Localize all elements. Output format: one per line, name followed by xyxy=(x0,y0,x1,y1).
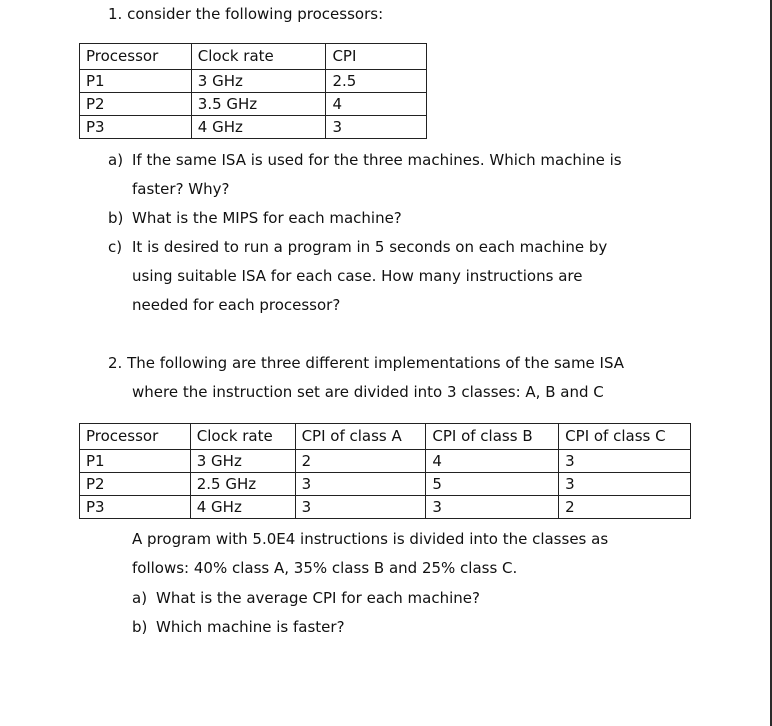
q1-item-c-line-1: It is desired to run a program in 5 seconds on each machine by xyxy=(132,238,608,256)
table-row xyxy=(80,70,427,93)
table-cell: 3 GHz xyxy=(191,70,326,93)
table-cell: 2 xyxy=(559,496,691,519)
q1-item-a-line-2: faster? Why? xyxy=(132,180,230,198)
q2-header-cpi-class-c: CPI of class C xyxy=(559,424,691,450)
table-cell: 3 xyxy=(326,116,427,139)
q2-implementation-table xyxy=(79,423,691,519)
table-cell: 3 xyxy=(559,450,691,473)
q1-item-b-line-1: What is the MIPS for each machine? xyxy=(132,209,402,227)
table-cell: 3 xyxy=(295,473,426,496)
table-row xyxy=(80,116,427,139)
q1-item-b-label: b) xyxy=(108,209,124,227)
q2-header-cpi-class-a: CPI of class A xyxy=(295,424,426,450)
q2-item-b-text: Which machine is faster? xyxy=(156,618,345,636)
q1-item-a-line-1: If the same ISA is used for the three machines. Which machine is xyxy=(132,151,622,169)
q2-table-header-row xyxy=(80,424,691,450)
table-cell: 2.5 xyxy=(326,70,427,93)
q2-header-cpi-class-b: CPI of class B xyxy=(426,424,559,450)
table-cell: 4 GHz xyxy=(191,116,326,139)
table-cell: 3 xyxy=(295,496,426,519)
q1-processor-table xyxy=(79,43,427,139)
q1-header-cpi: CPI xyxy=(326,44,427,70)
table-cell: 2 xyxy=(295,450,426,473)
table-cell: P1 xyxy=(80,70,192,93)
q1-heading: 1. consider the following processors: xyxy=(108,5,384,23)
table-cell: 3.5 GHz xyxy=(191,93,326,116)
q2-heading-line-2: where the instruction set are divided into 3 classes: A, B and C xyxy=(132,383,604,401)
q2-item-b-label: b) xyxy=(132,618,148,636)
q1-item-c-line-2: using suitable ISA for each case. How many instructions are xyxy=(132,267,583,285)
q1-item-c-label: c) xyxy=(108,238,123,256)
q2-text-line-1: A program with 5.0E4 instructions is divided into the classes as xyxy=(132,530,609,548)
table-row xyxy=(80,93,427,116)
table-cell: P3 xyxy=(80,116,192,139)
table-cell: 4 GHz xyxy=(190,496,295,519)
table-row xyxy=(80,496,691,519)
table-cell: 4 xyxy=(326,93,427,116)
table-row xyxy=(80,450,691,473)
q2-item-a-label: a) xyxy=(132,589,148,607)
table-cell: 5 xyxy=(426,473,559,496)
q2-text-line-2: follows: 40% class A, 35% class B and 25% class C. xyxy=(132,559,518,577)
table-cell: 2.5 GHz xyxy=(190,473,295,496)
q2-heading-line-1: 2. The following are three different implementations of the same ISA xyxy=(108,354,625,372)
table-cell: 3 xyxy=(559,473,691,496)
table-cell: 4 xyxy=(426,450,559,473)
q1-item-a-label: a) xyxy=(108,151,124,169)
q1-item-c-line-3: needed for each processor? xyxy=(132,296,341,314)
q2-item-a-text: What is the average CPI for each machine? xyxy=(156,589,480,607)
table-cell: P3 xyxy=(80,496,191,519)
q2-header-processor: Processor xyxy=(80,424,191,450)
table-row xyxy=(80,473,691,496)
q1-table-header-row xyxy=(80,44,427,70)
table-cell: P1 xyxy=(80,450,191,473)
q1-header-clock-rate: Clock rate xyxy=(191,44,326,70)
q2-header-clock-rate: Clock rate xyxy=(190,424,295,450)
q1-header-processor: Processor xyxy=(80,44,192,70)
table-cell: P2 xyxy=(80,93,192,116)
table-cell: 3 xyxy=(426,496,559,519)
table-cell: 3 GHz xyxy=(190,450,295,473)
table-cell: P2 xyxy=(80,473,191,496)
